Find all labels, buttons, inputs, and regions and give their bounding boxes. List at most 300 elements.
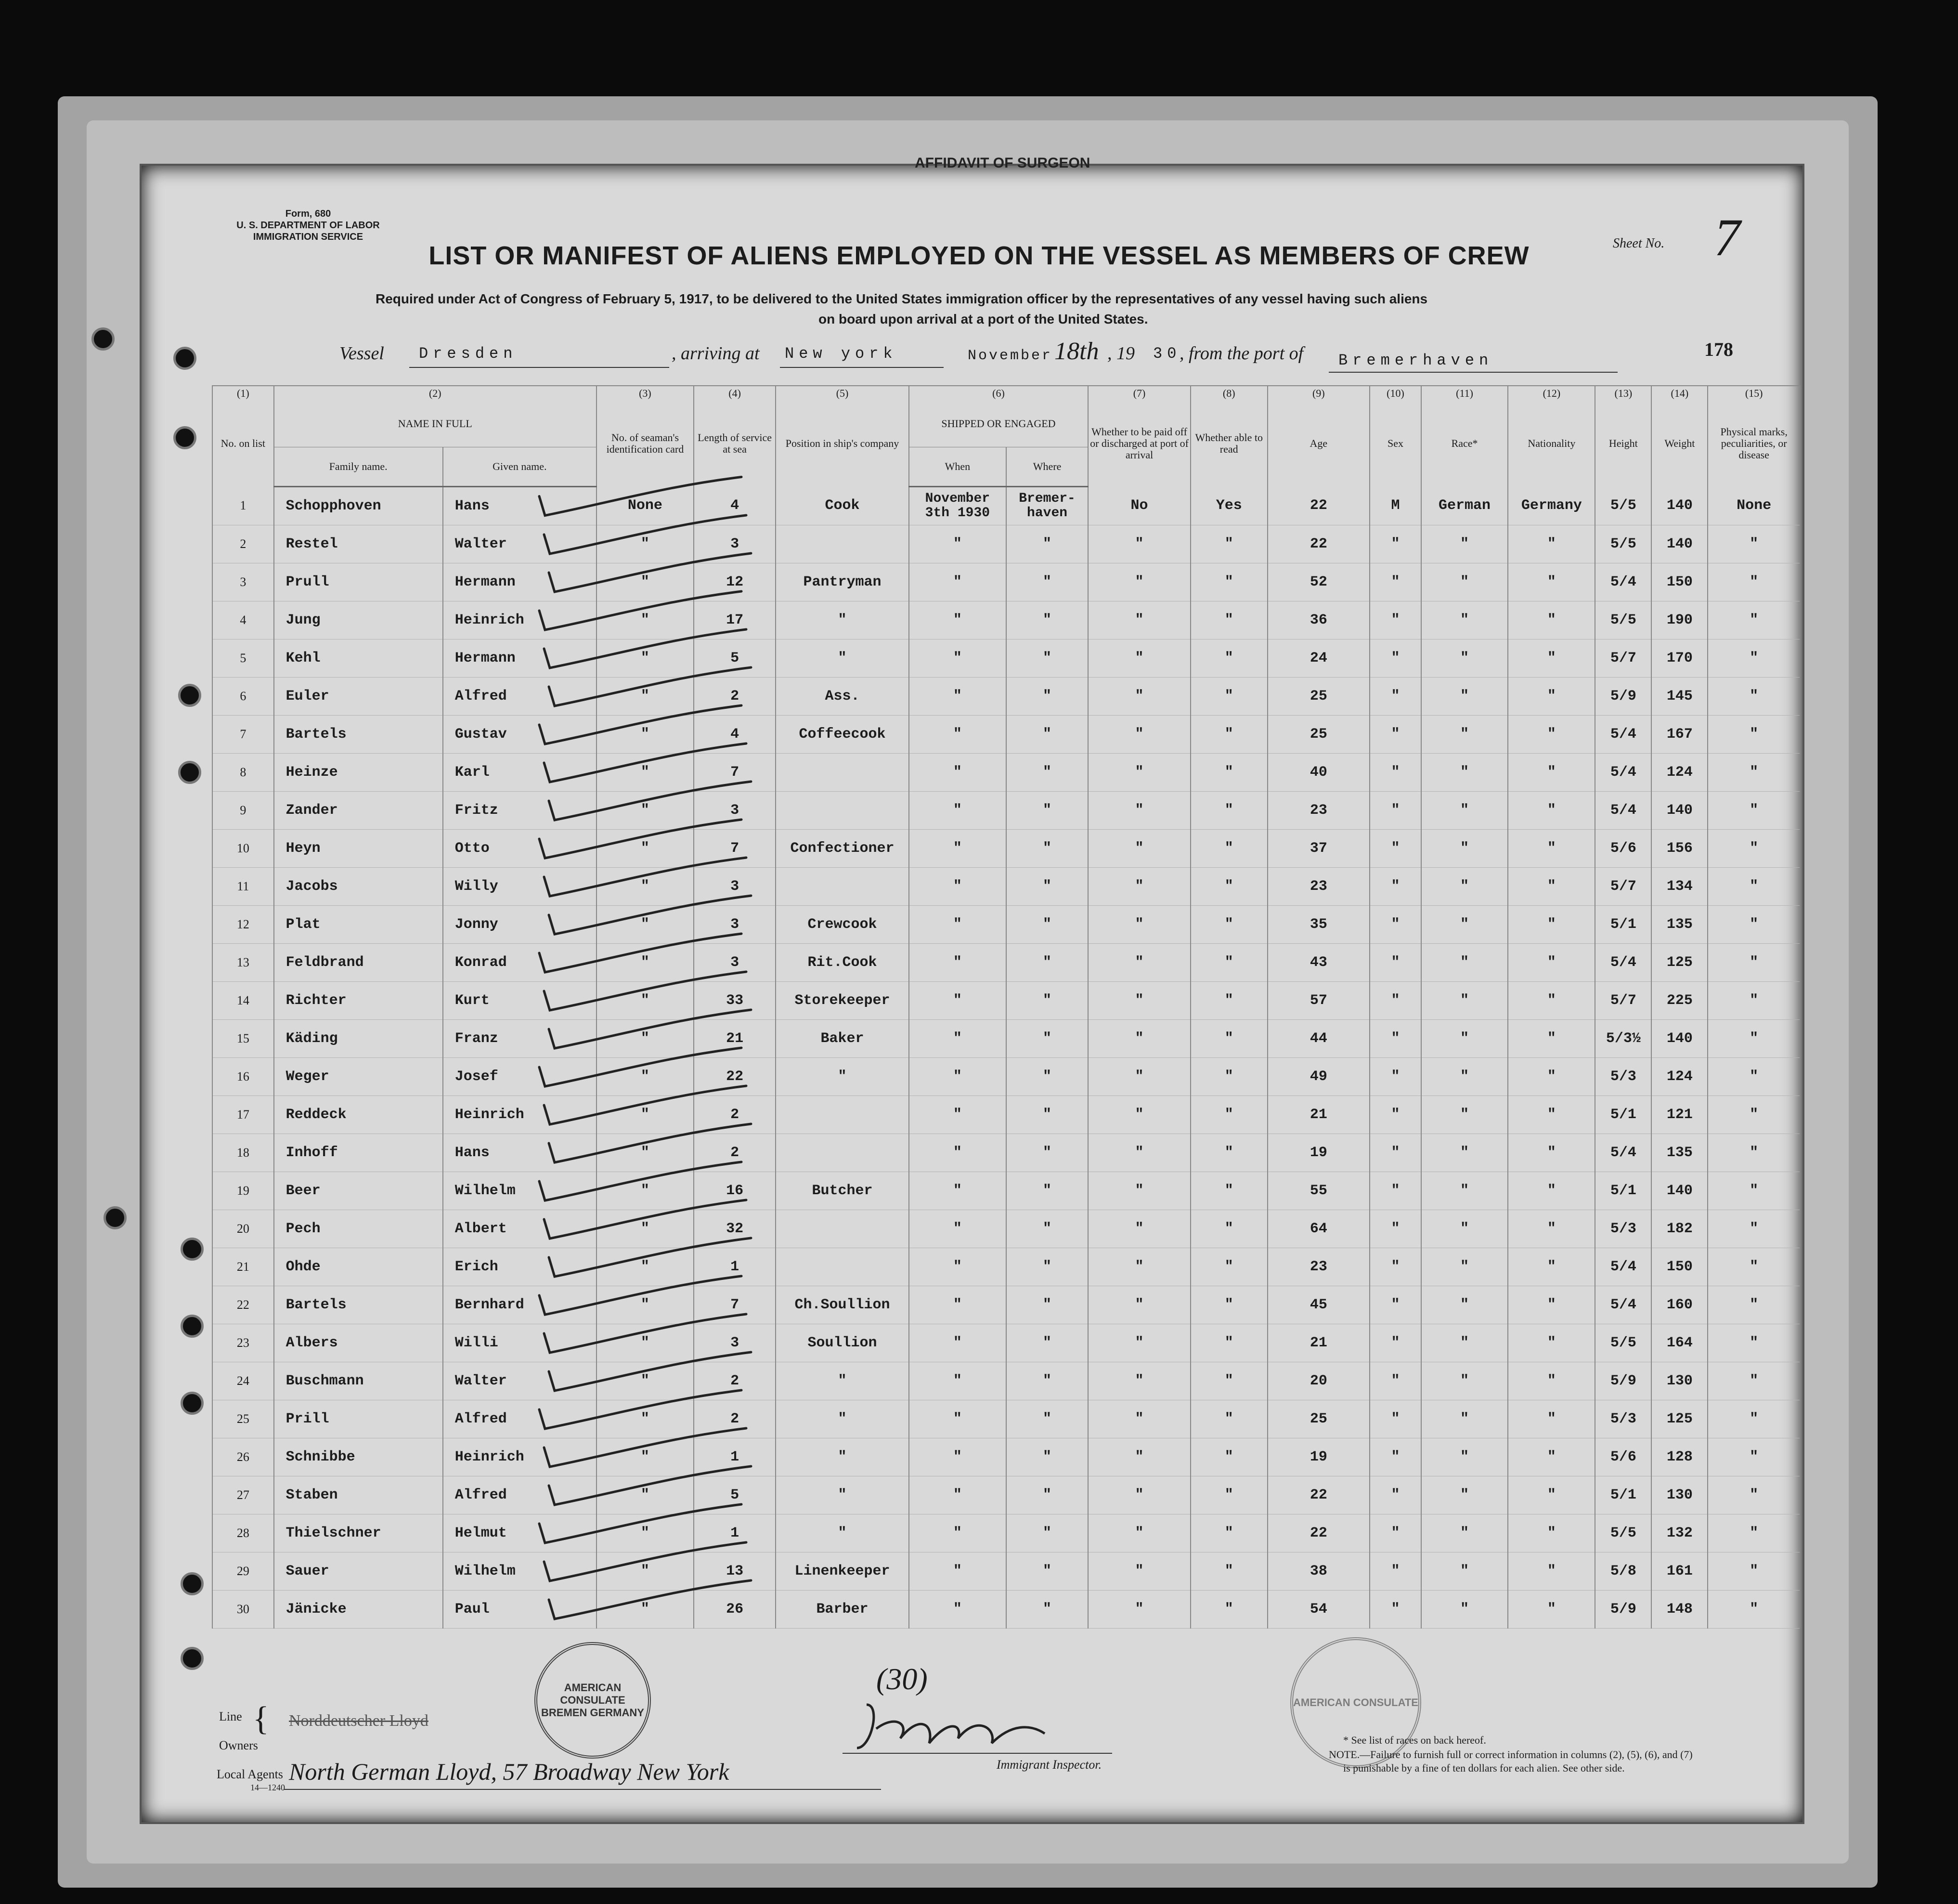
shipped-when: " [909, 1096, 1006, 1134]
position [776, 1210, 909, 1248]
age: 22 [1268, 1514, 1370, 1552]
weight: 124 [1651, 1058, 1708, 1096]
weight: 132 [1651, 1514, 1708, 1552]
sex: " [1370, 1210, 1421, 1248]
weight: 156 [1651, 830, 1708, 868]
table-row [212, 525, 1800, 563]
sex: " [1370, 639, 1421, 678]
paid-off: " [1088, 525, 1191, 563]
nationality: " [1508, 1438, 1595, 1476]
row-number: 9 [212, 792, 274, 830]
weight: 150 [1651, 563, 1708, 601]
shipped-when: " [909, 1552, 1006, 1591]
seaman-card: " [596, 601, 694, 639]
family-name: Schopphoven [274, 487, 443, 525]
nationality: " [1508, 1552, 1595, 1591]
seaman-card: " [596, 1400, 694, 1438]
given-name: Hans [443, 487, 596, 525]
sex: " [1370, 1476, 1421, 1514]
seaman-card: " [596, 868, 694, 906]
shipped-where: " [1006, 1058, 1088, 1096]
family-name: Thielschner [274, 1514, 443, 1552]
service-length: 21 [694, 1020, 776, 1058]
seaman-card: " [596, 982, 694, 1020]
seaman-card: " [596, 1362, 694, 1400]
seaman-card: None [596, 487, 694, 525]
nationality: " [1508, 868, 1595, 906]
physical-marks: " [1708, 754, 1800, 792]
penalty-note: NOTE.—Failure to furnish full or correct information in columns (2), (5), (6), and (7) [1329, 1748, 1693, 1761]
shipped-when: " [909, 716, 1006, 754]
nationality: " [1508, 525, 1595, 563]
race: " [1421, 601, 1508, 639]
vessel-label: Vessel [339, 343, 384, 364]
shipped-when: " [909, 1020, 1006, 1058]
position: Cook [776, 487, 909, 525]
position: Ch.Soullion [776, 1286, 909, 1324]
height: 5/4 [1595, 792, 1651, 830]
age: 38 [1268, 1552, 1370, 1591]
family-name: Albers [274, 1324, 443, 1362]
able-to-read: " [1191, 678, 1268, 716]
header-sex: Sex [1370, 401, 1421, 487]
shipped-when: " [909, 563, 1006, 601]
sex: " [1370, 830, 1421, 868]
service-length: 5 [694, 1476, 776, 1514]
form-number: Form, 680 [285, 209, 331, 219]
seaman-card: " [596, 1172, 694, 1210]
shipped-where: " [1006, 906, 1088, 944]
service-length: 2 [694, 1096, 776, 1134]
position: Barber [776, 1591, 909, 1629]
paid-off: " [1088, 1476, 1191, 1514]
service-length: 3 [694, 868, 776, 906]
punch-hole [173, 426, 196, 449]
physical-marks: None [1708, 487, 1800, 525]
shipped-when: " [909, 1514, 1006, 1552]
sheet-number-label: Sheet No. [1613, 236, 1665, 251]
column-number: (15) [1708, 386, 1800, 401]
given-name: Helmut [443, 1514, 596, 1552]
header-physical-marks: Physical marks, peculiarities, or disease [1708, 401, 1800, 487]
race: " [1421, 639, 1508, 678]
shipped-when: " [909, 1058, 1006, 1096]
sex: " [1370, 1362, 1421, 1400]
weight: 130 [1651, 1476, 1708, 1514]
shipped-when: " [909, 1438, 1006, 1476]
age: 64 [1268, 1210, 1370, 1248]
paid-off: " [1088, 678, 1191, 716]
header-seaman-card: No. of seaman's identification card [596, 401, 694, 487]
header-given-name: Given name. [443, 447, 596, 487]
able-to-read: " [1191, 563, 1268, 601]
sex: " [1370, 1514, 1421, 1552]
service-length: 1 [694, 1438, 776, 1476]
physical-marks: " [1708, 525, 1800, 563]
race: " [1421, 1210, 1508, 1248]
table-row [212, 792, 1800, 830]
height: 5/5 [1595, 487, 1651, 525]
races-note: * See list of races on back hereof. [1343, 1734, 1486, 1746]
family-name: Reddeck [274, 1096, 443, 1134]
position: Soullion [776, 1324, 909, 1362]
nationality: " [1508, 1248, 1595, 1286]
given-name: Fritz [443, 792, 596, 830]
weight: 167 [1651, 716, 1708, 754]
paid-off: " [1088, 1286, 1191, 1324]
physical-marks: " [1708, 1134, 1800, 1172]
header-shipped-or-engaged: SHIPPED OR ENGAGED [909, 401, 1088, 447]
punch-hole [181, 1572, 204, 1595]
sex: " [1370, 754, 1421, 792]
given-name: Hans [443, 1134, 596, 1172]
service-length: 12 [694, 563, 776, 601]
weight: 160 [1651, 1286, 1708, 1324]
age: 57 [1268, 982, 1370, 1020]
table-row [212, 1058, 1800, 1096]
column-number: (3) [596, 386, 694, 401]
physical-marks: " [1708, 792, 1800, 830]
penalty-note-continued: is punishable by a fine of ten dollars for each alien. See other side. [1343, 1762, 1625, 1774]
seaman-card: " [596, 830, 694, 868]
service-length: 22 [694, 1058, 776, 1096]
given-name: Hermann [443, 563, 596, 601]
position [776, 1248, 909, 1286]
race: " [1421, 1248, 1508, 1286]
height: 5/4 [1595, 1248, 1651, 1286]
position: Butcher [776, 1172, 909, 1210]
position: " [776, 1058, 909, 1096]
sex: " [1370, 1286, 1421, 1324]
shipped-where: Bremer-haven [1006, 487, 1088, 525]
column-number: (11) [1421, 386, 1508, 401]
header-paid-off: Whether to be paid off or discharged at port of arrival [1088, 401, 1191, 487]
given-name: Alfred [443, 678, 596, 716]
height: 5/9 [1595, 1591, 1651, 1629]
table-row [212, 487, 1800, 525]
given-name: Heinrich [443, 601, 596, 639]
age: 22 [1268, 525, 1370, 563]
shipped-where: " [1006, 601, 1088, 639]
form-code: 14—1240 [250, 1783, 285, 1792]
sex: " [1370, 906, 1421, 944]
height: 5/4 [1595, 1286, 1651, 1324]
given-name: Alfred [443, 1476, 596, 1514]
header-row [212, 401, 1800, 447]
paid-off: " [1088, 868, 1191, 906]
table-row [212, 1286, 1800, 1324]
seaman-card: " [596, 1438, 694, 1476]
paid-off: " [1088, 1096, 1191, 1134]
consulate-stamp: AMERICAN CONSULATE BREMEN GERMANY [534, 1642, 651, 1759]
from-port-label: , from the port of [1180, 343, 1304, 364]
race: " [1421, 1324, 1508, 1362]
page-title: LIST OR MANIFEST OF ALIENS EMPLOYED ON THE VESSEL AS MEMBERS OF CREW [428, 241, 1530, 270]
header-family-name: Family name. [274, 447, 443, 487]
physical-marks: " [1708, 1286, 1800, 1324]
height: 5/8 [1595, 1552, 1651, 1591]
sex: " [1370, 1134, 1421, 1172]
shipped-when: " [909, 1210, 1006, 1248]
table-row [212, 601, 1800, 639]
service-length: 3 [694, 525, 776, 563]
race: " [1421, 1058, 1508, 1096]
seaman-card: " [596, 678, 694, 716]
age: 23 [1268, 792, 1370, 830]
table-row [212, 1552, 1800, 1591]
row-number: 25 [212, 1400, 274, 1438]
family-name: Käding [274, 1020, 443, 1058]
shipped-when: " [909, 792, 1006, 830]
physical-marks: " [1708, 830, 1800, 868]
position: Baker [776, 1020, 909, 1058]
shipped-where: " [1006, 1324, 1088, 1362]
column-number: (9) [1268, 386, 1370, 401]
shipped-where: " [1006, 754, 1088, 792]
weight: 134 [1651, 868, 1708, 906]
seaman-card: " [596, 1552, 694, 1591]
header-nationality: Nationality [1508, 401, 1595, 487]
race: " [1421, 830, 1508, 868]
shipped-when: " [909, 1362, 1006, 1400]
able-to-read: " [1191, 982, 1268, 1020]
column-number: (1) [212, 386, 274, 401]
given-name: Walter [443, 525, 596, 563]
row-number: 8 [212, 754, 274, 792]
height: 5/1 [1595, 1476, 1651, 1514]
service-length: 32 [694, 1210, 776, 1248]
height: 5/5 [1595, 1514, 1651, 1552]
shipped-where: " [1006, 792, 1088, 830]
shipped-where: " [1006, 1476, 1088, 1514]
weight: 182 [1651, 1210, 1708, 1248]
inspector-signature [852, 1695, 1054, 1758]
height: 5/1 [1595, 906, 1651, 944]
given-name: Otto [443, 830, 596, 868]
nationality: " [1508, 563, 1595, 601]
seaman-card: " [596, 1248, 694, 1286]
crew-count: (30) [876, 1662, 928, 1696]
nationality: " [1508, 1400, 1595, 1438]
row-number: 24 [212, 1362, 274, 1400]
able-to-read: " [1191, 944, 1268, 982]
row-number: 10 [212, 830, 274, 868]
column-number: (13) [1595, 386, 1651, 401]
local-agents-label: Local Agents [217, 1767, 283, 1781]
paid-off: " [1088, 639, 1191, 678]
race: " [1421, 1020, 1508, 1058]
sex: " [1370, 1552, 1421, 1591]
affidavit-heading: AFFIDAVIT OF SURGEON [915, 155, 1090, 171]
table-row [212, 1362, 1800, 1400]
age: 19 [1268, 1134, 1370, 1172]
given-name: Bernhard [443, 1286, 596, 1324]
local-agents-value: North German Lloyd, 57 Broadway New York [289, 1758, 729, 1785]
race: " [1421, 868, 1508, 906]
family-name: Restel [274, 525, 443, 563]
header-race: Race* [1421, 401, 1508, 487]
able-to-read: " [1191, 1552, 1268, 1591]
shipped-where: " [1006, 1172, 1088, 1210]
paid-off: " [1088, 1552, 1191, 1591]
given-name: Josef [443, 1058, 596, 1096]
service-length: 3 [694, 944, 776, 982]
height: 5/3 [1595, 1400, 1651, 1438]
header-when: When [909, 447, 1006, 487]
underline [780, 367, 944, 368]
nationality: " [1508, 1134, 1595, 1172]
family-name: Euler [274, 678, 443, 716]
service-length: 1 [694, 1514, 776, 1552]
given-name: Alfred [443, 1400, 596, 1438]
height: 5/4 [1595, 754, 1651, 792]
vessel-name: Dresden [419, 345, 518, 363]
shipped-where: " [1006, 678, 1088, 716]
position: " [776, 601, 909, 639]
shipped-where: " [1006, 868, 1088, 906]
able-to-read: " [1191, 1020, 1268, 1058]
arrival-month: November [968, 348, 1053, 364]
column-number-row [212, 386, 1800, 401]
table-row [212, 1210, 1800, 1248]
header-height: Height [1595, 401, 1651, 487]
table-row [212, 1020, 1800, 1058]
weight: 135 [1651, 906, 1708, 944]
nationality: " [1508, 1020, 1595, 1058]
service-length: 5 [694, 639, 776, 678]
family-name: Zander [274, 792, 443, 830]
table-row [212, 830, 1800, 868]
nationality: Germany [1508, 487, 1595, 525]
column-number: (5) [776, 386, 909, 401]
family-name: Kehl [274, 639, 443, 678]
position [776, 868, 909, 906]
seaman-card: " [596, 1476, 694, 1514]
service-length: 7 [694, 1286, 776, 1324]
nationality: " [1508, 1591, 1595, 1629]
weight: 135 [1651, 1134, 1708, 1172]
paid-off: " [1088, 1134, 1191, 1172]
row-number: 12 [212, 906, 274, 944]
able-to-read: " [1191, 868, 1268, 906]
shipped-where: " [1006, 1362, 1088, 1400]
shipped-when: " [909, 1476, 1006, 1514]
family-name: Pech [274, 1210, 443, 1248]
header-no-on-list: No. on list [212, 401, 274, 487]
paid-off: " [1088, 754, 1191, 792]
service-length: 16 [694, 1172, 776, 1210]
table-row [212, 563, 1800, 601]
age: 35 [1268, 906, 1370, 944]
position: " [776, 1514, 909, 1552]
family-name: Beer [274, 1172, 443, 1210]
given-name: Karl [443, 754, 596, 792]
physical-marks: " [1708, 868, 1800, 906]
race: " [1421, 906, 1508, 944]
sex: " [1370, 1438, 1421, 1476]
column-number: (7) [1088, 386, 1191, 401]
family-name: Heinze [274, 754, 443, 792]
age: 20 [1268, 1362, 1370, 1400]
nationality: " [1508, 906, 1595, 944]
position: Pantryman [776, 563, 909, 601]
position: Confectioner [776, 830, 909, 868]
paid-off: " [1088, 906, 1191, 944]
seaman-card: " [596, 1134, 694, 1172]
table-row [212, 1591, 1800, 1629]
row-number: 26 [212, 1438, 274, 1476]
physical-marks: " [1708, 1514, 1800, 1552]
header-able-to-read: Whether able to read [1191, 401, 1268, 487]
row-number: 22 [212, 1286, 274, 1324]
shipped-where: " [1006, 525, 1088, 563]
weight: 140 [1651, 1172, 1708, 1210]
given-name: Heinrich [443, 1096, 596, 1134]
given-name: Wilhelm [443, 1552, 596, 1591]
race: " [1421, 678, 1508, 716]
physical-marks: " [1708, 563, 1800, 601]
physical-marks: " [1708, 1058, 1800, 1096]
shipped-when: " [909, 525, 1006, 563]
table-row [212, 1438, 1800, 1476]
sex: " [1370, 1172, 1421, 1210]
nationality: " [1508, 1324, 1595, 1362]
age: 37 [1268, 830, 1370, 868]
punch-hole [178, 761, 201, 784]
age: 25 [1268, 678, 1370, 716]
seaman-card: " [596, 944, 694, 982]
column-number: (4) [694, 386, 776, 401]
shipped-where: " [1006, 1552, 1088, 1591]
shipped-where: " [1006, 1591, 1088, 1629]
race: " [1421, 982, 1508, 1020]
position: Ass. [776, 678, 909, 716]
row-number: 3 [212, 563, 274, 601]
paid-off: " [1088, 1438, 1191, 1476]
height: 5/9 [1595, 678, 1651, 716]
punch-hole [178, 684, 201, 707]
able-to-read: " [1191, 716, 1268, 754]
shipped-when: " [909, 1286, 1006, 1324]
position [776, 1096, 909, 1134]
position [776, 792, 909, 830]
shipped-when: " [909, 1248, 1006, 1286]
able-to-read: " [1191, 754, 1268, 792]
given-name: Albert [443, 1210, 596, 1248]
table-row [212, 1248, 1800, 1286]
race: " [1421, 944, 1508, 982]
able-to-read: " [1191, 1210, 1268, 1248]
shipped-when: " [909, 754, 1006, 792]
table-row [212, 868, 1800, 906]
underline [1329, 372, 1618, 373]
family-name: Prill [274, 1400, 443, 1438]
service-length: 3 [694, 792, 776, 830]
height: 5/3 [1595, 1210, 1651, 1248]
row-number: 11 [212, 868, 274, 906]
physical-marks: " [1708, 716, 1800, 754]
row-number: 30 [212, 1591, 274, 1629]
able-to-read: " [1191, 1476, 1268, 1514]
family-name: Bartels [274, 1286, 443, 1324]
arrival-year: 30 [1153, 345, 1181, 363]
punch-hole [181, 1392, 204, 1415]
table-row [212, 982, 1800, 1020]
subtitle-line-1: Required under Act of Congress of February 5, 1917, to be delivered to the United States immigration officer by the representatives of any vessel having such aliens [376, 291, 1428, 306]
able-to-read: " [1191, 1286, 1268, 1324]
position [776, 754, 909, 792]
paid-off: " [1088, 1591, 1191, 1629]
